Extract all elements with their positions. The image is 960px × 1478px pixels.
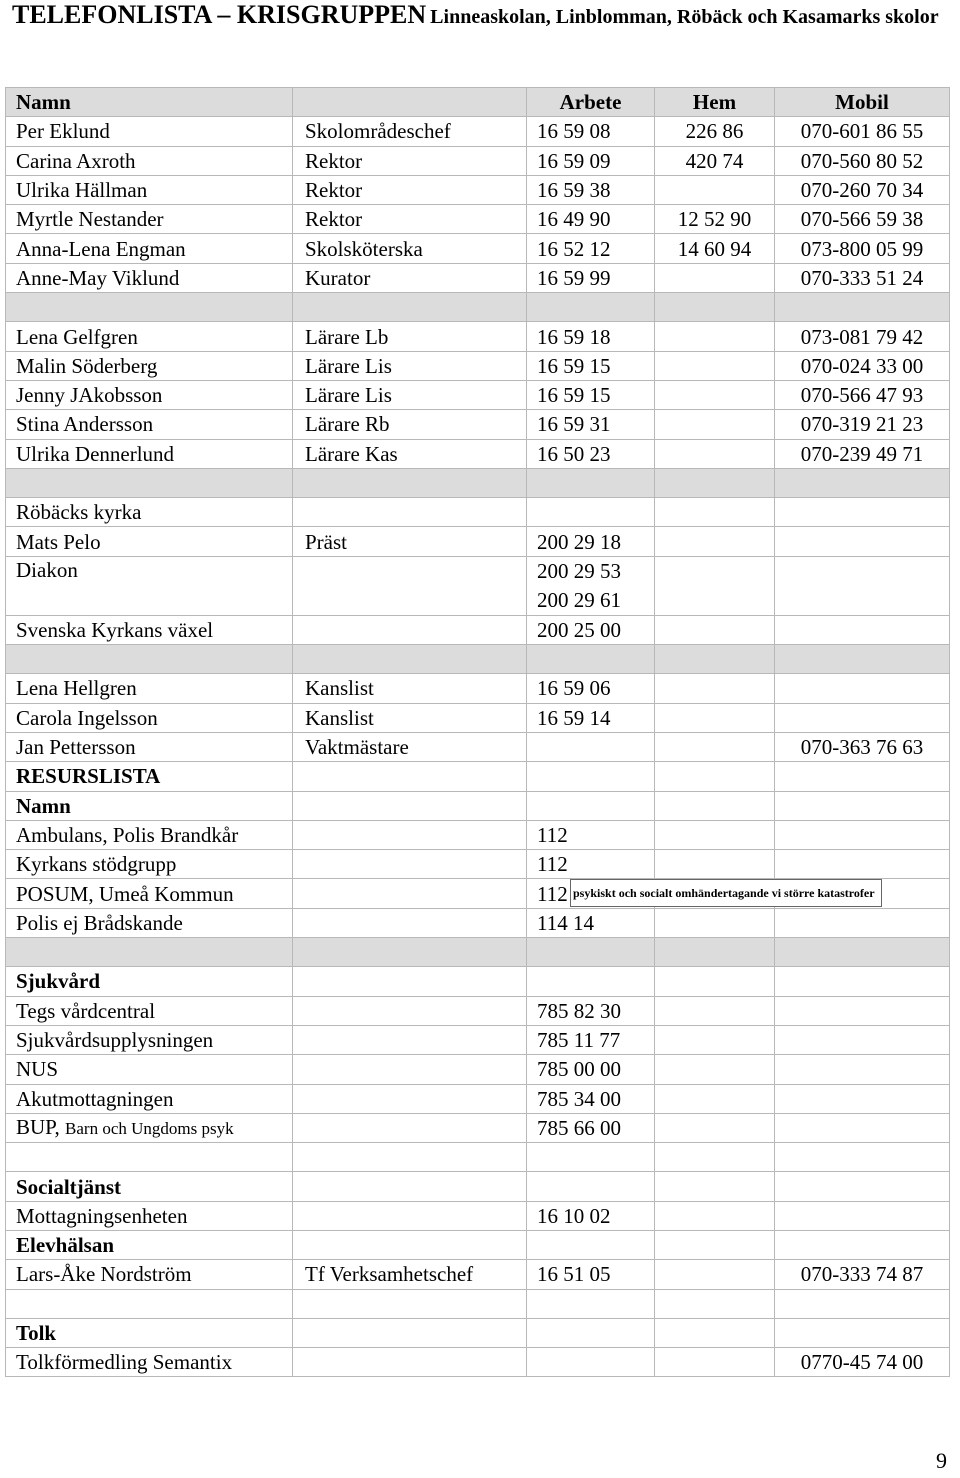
resource-number: 785 82 30 bbox=[527, 996, 655, 1025]
contact-role: Lärare Lb bbox=[293, 322, 527, 351]
contact-role: Rektor bbox=[293, 175, 527, 204]
section-divider-row bbox=[6, 1289, 950, 1318]
posum-note: psykiskt och socialt omhändertagande vi större katastrofer bbox=[570, 879, 882, 907]
table-row bbox=[6, 1201, 950, 1230]
table-row bbox=[6, 351, 950, 380]
work-phone: 200 29 18 bbox=[527, 527, 655, 556]
work-phone: 16 59 38 bbox=[527, 175, 655, 204]
table-row bbox=[6, 439, 950, 468]
table-row bbox=[6, 556, 950, 615]
mobile-phone: 070-560 80 52 bbox=[775, 146, 950, 175]
table-row bbox=[6, 1055, 950, 1084]
mobile-phone: 073-800 05 99 bbox=[775, 234, 950, 263]
contact-name: Carina Axroth bbox=[6, 146, 293, 175]
mobile-phone: 0770-45 74 00 bbox=[775, 1348, 950, 1377]
contact-name: Carola Ingelsson bbox=[6, 703, 293, 732]
contact-role: Lärare Lis bbox=[293, 380, 527, 409]
table-row bbox=[6, 1025, 950, 1054]
table-row bbox=[6, 1318, 950, 1347]
table-row bbox=[6, 703, 950, 732]
section-heading-student-health: Elevhälsan bbox=[6, 1230, 293, 1259]
table-row bbox=[6, 908, 950, 937]
column-header-name: Namn bbox=[6, 88, 293, 117]
table-row bbox=[6, 732, 950, 761]
table-row bbox=[6, 527, 950, 556]
resource-number: 112 bbox=[527, 820, 655, 849]
resource-number: 785 66 00 bbox=[527, 1113, 655, 1142]
contact-role: Skolområdeschef bbox=[293, 117, 527, 146]
contact-name: Myrtle Nestander bbox=[6, 205, 293, 234]
section-divider-row bbox=[6, 645, 950, 674]
contact-name: Jan Pettersson bbox=[6, 732, 293, 761]
resource-number: 785 34 00 bbox=[527, 1084, 655, 1113]
contact-role: Lärare Lis bbox=[293, 351, 527, 380]
contact-role: Präst bbox=[293, 527, 527, 556]
section-divider-row bbox=[6, 468, 950, 497]
resource-name: POSUM, Umeå Kommun bbox=[6, 879, 293, 908]
section-divider-row bbox=[6, 1143, 950, 1172]
section-heading-social: Socialtjänst bbox=[6, 1172, 293, 1201]
contact-name: Lena Gelfgren bbox=[6, 322, 293, 351]
resource-name: Kyrkans stödgrupp bbox=[6, 850, 293, 879]
table-row bbox=[6, 615, 950, 644]
contact-role: Tf Verksamhetschef bbox=[293, 1260, 527, 1289]
table-row bbox=[6, 1113, 950, 1142]
work-phone: 16 59 06 bbox=[527, 674, 655, 703]
contact-name: Diakon bbox=[6, 556, 293, 615]
contact-role: Vaktmästare bbox=[293, 732, 527, 761]
table-row bbox=[6, 967, 950, 996]
section-divider-row bbox=[6, 293, 950, 322]
contact-name: Stina Andersson bbox=[6, 410, 293, 439]
table-row bbox=[6, 175, 950, 204]
mobile-phone: 070-319 21 23 bbox=[775, 410, 950, 439]
home-phone bbox=[655, 263, 775, 292]
home-phone: 226 86 bbox=[655, 117, 775, 146]
table-row bbox=[6, 791, 950, 820]
mobile-phone: 070-239 49 71 bbox=[775, 439, 950, 468]
contact-name: Lars-Åke Nordström bbox=[6, 1260, 293, 1289]
work-phone: 16 51 05 bbox=[527, 1260, 655, 1289]
mobile-phone: 070-566 59 38 bbox=[775, 205, 950, 234]
contact-name: Per Eklund bbox=[6, 117, 293, 146]
contact-role: Lärare Kas bbox=[293, 439, 527, 468]
table-row bbox=[6, 498, 950, 527]
resource-number: 112 bbox=[527, 850, 655, 879]
work-phone: 16 59 15 bbox=[527, 351, 655, 380]
contact-name: Malin Söderberg bbox=[6, 351, 293, 380]
page-number: 9 bbox=[936, 1448, 947, 1473]
work-phone: 16 52 12 bbox=[527, 234, 655, 263]
table-row bbox=[6, 674, 950, 703]
resource-number: 785 11 77 bbox=[527, 1025, 655, 1054]
work-phone: 200 25 00 bbox=[527, 615, 655, 644]
work-phone: 16 59 09 bbox=[527, 146, 655, 175]
table-row bbox=[6, 380, 950, 409]
resource-name: Tolkförmedling Semantix bbox=[6, 1348, 293, 1377]
mobile-phone: 070-024 33 00 bbox=[775, 351, 950, 380]
table-row bbox=[6, 1260, 950, 1289]
contact-name: Anne-May Viklund bbox=[6, 263, 293, 292]
work-phone: 200 29 53 bbox=[537, 558, 621, 583]
resource-name-main: BUP, bbox=[16, 1114, 60, 1139]
table-row bbox=[6, 263, 950, 292]
contact-role: Skolsköterska bbox=[293, 234, 527, 263]
table-row bbox=[6, 850, 950, 879]
home-phone: 420 74 bbox=[655, 146, 775, 175]
contact-name: Ulrika Hällman bbox=[6, 175, 293, 204]
mobile-phone: 070-260 70 34 bbox=[775, 175, 950, 204]
mobile-phone: 070-333 74 87 bbox=[775, 1260, 950, 1289]
contact-role: Rektor bbox=[293, 205, 527, 234]
home-phone bbox=[655, 439, 775, 468]
phone-list-table bbox=[5, 87, 950, 1377]
work-phone: 16 59 31 bbox=[527, 410, 655, 439]
resource-name-detail: Barn och Ungdoms psyk bbox=[65, 1118, 234, 1138]
column-header-work: Arbete bbox=[527, 88, 655, 117]
contact-name: Svenska Kyrkans växel bbox=[6, 615, 293, 644]
work-phone: 16 59 08 bbox=[527, 117, 655, 146]
work-phone: 200 29 61 bbox=[537, 587, 621, 612]
section-heading-interpreter: Tolk bbox=[6, 1318, 293, 1347]
mobile-phone: 070-601 86 55 bbox=[775, 117, 950, 146]
contact-role: Kanslist bbox=[293, 674, 527, 703]
table-row bbox=[6, 1230, 950, 1259]
mobile-phone: 070-566 47 93 bbox=[775, 380, 950, 409]
resource-name: Sjukvårdsupplysningen bbox=[6, 1025, 293, 1054]
work-phone-pair bbox=[527, 556, 655, 615]
work-phone: 16 59 14 bbox=[527, 703, 655, 732]
table-row bbox=[6, 117, 950, 146]
home-phone bbox=[655, 322, 775, 351]
contact-role: Rektor bbox=[293, 146, 527, 175]
resource-number: 16 10 02 bbox=[527, 1201, 655, 1230]
work-phone: 16 50 23 bbox=[527, 439, 655, 468]
mobile-phone: 073-081 79 42 bbox=[775, 322, 950, 351]
table-row bbox=[6, 410, 950, 439]
page-title-block bbox=[12, 0, 942, 34]
resource-name: Polis ej Brådskande bbox=[6, 908, 293, 937]
contact-role: Lärare Rb bbox=[293, 410, 527, 439]
table-row bbox=[6, 146, 950, 175]
home-phone bbox=[655, 410, 775, 439]
work-phone: 16 59 99 bbox=[527, 263, 655, 292]
home-phone bbox=[655, 175, 775, 204]
resource-name: Akutmottagningen bbox=[6, 1084, 293, 1113]
mobile-phone: 070-333 51 24 bbox=[775, 263, 950, 292]
resources-name-label: Namn bbox=[6, 791, 293, 820]
contact-role: Kanslist bbox=[293, 703, 527, 732]
section-heading-healthcare: Sjukvård bbox=[6, 967, 293, 996]
section-heading-resources: RESURSLISTA bbox=[6, 762, 293, 791]
column-header-mobile: Mobil bbox=[775, 88, 950, 117]
page-subtitle: Linneaskolan, Linblomman, Röbäck och Kasamarks skolor bbox=[430, 6, 939, 28]
table-row bbox=[6, 762, 950, 791]
contact-role: Kurator bbox=[293, 263, 527, 292]
resource-number: 112 bbox=[527, 879, 655, 908]
table-row bbox=[6, 1084, 950, 1113]
contact-name: Jenny JAkobsson bbox=[6, 380, 293, 409]
table-row bbox=[6, 996, 950, 1025]
table-row bbox=[6, 234, 950, 263]
section-label: Röbäcks kyrka bbox=[6, 498, 293, 527]
column-header-role bbox=[293, 88, 527, 117]
resource-number: 114 14 bbox=[527, 908, 655, 937]
page-title: TELEFONLISTA – KRISGRUPPEN bbox=[12, 0, 427, 29]
home-phone bbox=[655, 351, 775, 380]
home-phone: 12 52 90 bbox=[655, 205, 775, 234]
resource-name: NUS bbox=[6, 1055, 293, 1084]
table-row bbox=[6, 820, 950, 849]
table-header-row bbox=[6, 88, 950, 117]
section-divider-row bbox=[6, 938, 950, 967]
resource-name: Mottagningsenheten bbox=[6, 1201, 293, 1230]
resource-name: Ambulans, Polis Brandkår bbox=[6, 820, 293, 849]
resource-name: Tegs vårdcentral bbox=[6, 996, 293, 1025]
work-phone: 16 59 18 bbox=[527, 322, 655, 351]
contact-name: Anna-Lena Engman bbox=[6, 234, 293, 263]
work-phone: 16 59 15 bbox=[527, 380, 655, 409]
column-header-home: Hem bbox=[655, 88, 775, 117]
table-row bbox=[6, 1172, 950, 1201]
home-phone bbox=[655, 380, 775, 409]
home-phone: 14 60 94 bbox=[655, 234, 775, 263]
contact-name: Ulrika Dennerlund bbox=[6, 439, 293, 468]
resource-number: 785 00 00 bbox=[527, 1055, 655, 1084]
contact-name: Mats Pelo bbox=[6, 527, 293, 556]
work-phone: 16 49 90 bbox=[527, 205, 655, 234]
mobile-phone: 070-363 76 63 bbox=[775, 732, 950, 761]
table-row bbox=[6, 205, 950, 234]
table-row bbox=[6, 322, 950, 351]
resource-name-bup bbox=[6, 1113, 293, 1142]
table-row bbox=[6, 1348, 950, 1377]
contact-name: Lena Hellgren bbox=[6, 674, 293, 703]
